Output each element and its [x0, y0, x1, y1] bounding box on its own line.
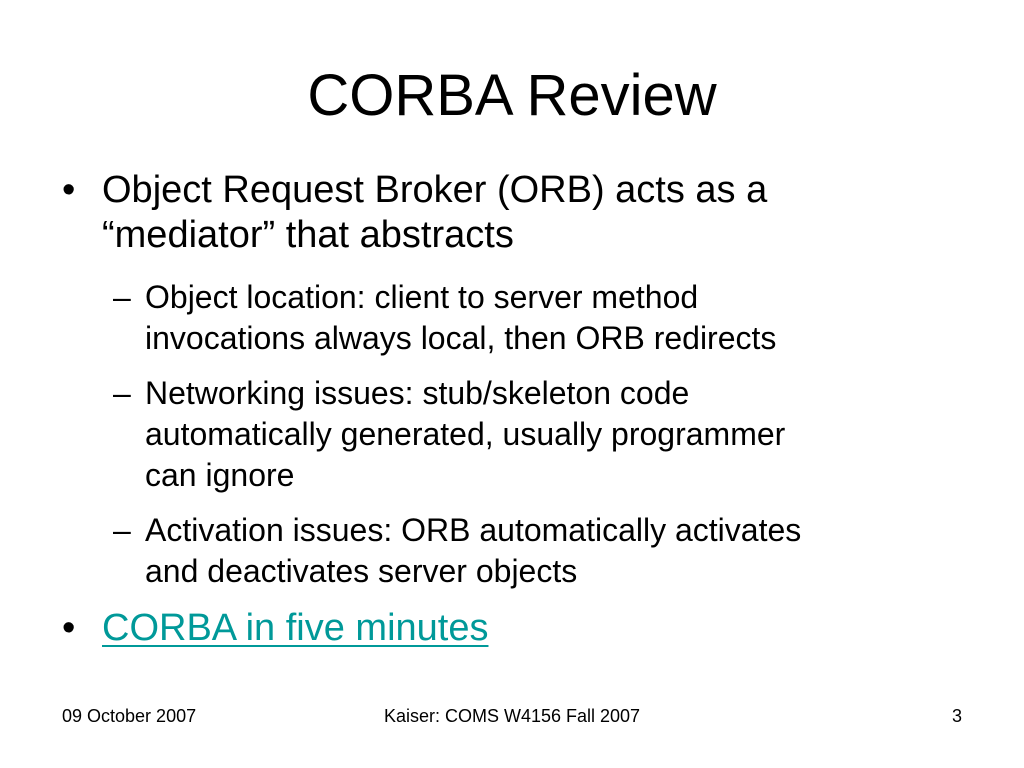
slide-number: 3 [951, 706, 962, 726]
dash-icon: – [113, 279, 131, 315]
dash-icon: – [113, 512, 131, 548]
bullet-dot-icon: • [62, 607, 76, 649]
dash-icon: – [113, 375, 131, 411]
sub-bullet-networking [113, 373, 993, 498]
bullet-orb [62, 168, 962, 260]
bullet-link [62, 606, 762, 656]
corba-in-five-minutes-link[interactable]: CORBA in five minutes [102, 607, 489, 649]
footer-date: 09 October 2007 [62, 706, 197, 726]
sub-bullet-text: Activation issues: ORB automatically activates and deactivates server objects [145, 512, 802, 589]
sub-bullet-text: Object location: client to server method invocations always local, then ORB redirects [145, 279, 777, 356]
bullet-text: Object Request Broker (ORB) acts as a “mediator” that abstracts [102, 169, 768, 256]
sub-bullet-object-location [113, 277, 993, 361]
sub-bullet-text: Networking issues: stub/skeleton code automatically generated, usually programmer can ignore [145, 375, 786, 493]
footer-course: Kaiser: COMS W4156 Fall 2007 [383, 706, 641, 726]
sub-bullet-activation [113, 510, 993, 594]
bullet-dot-icon: • [62, 169, 76, 211]
slide-title: CORBA Review [307, 63, 717, 128]
